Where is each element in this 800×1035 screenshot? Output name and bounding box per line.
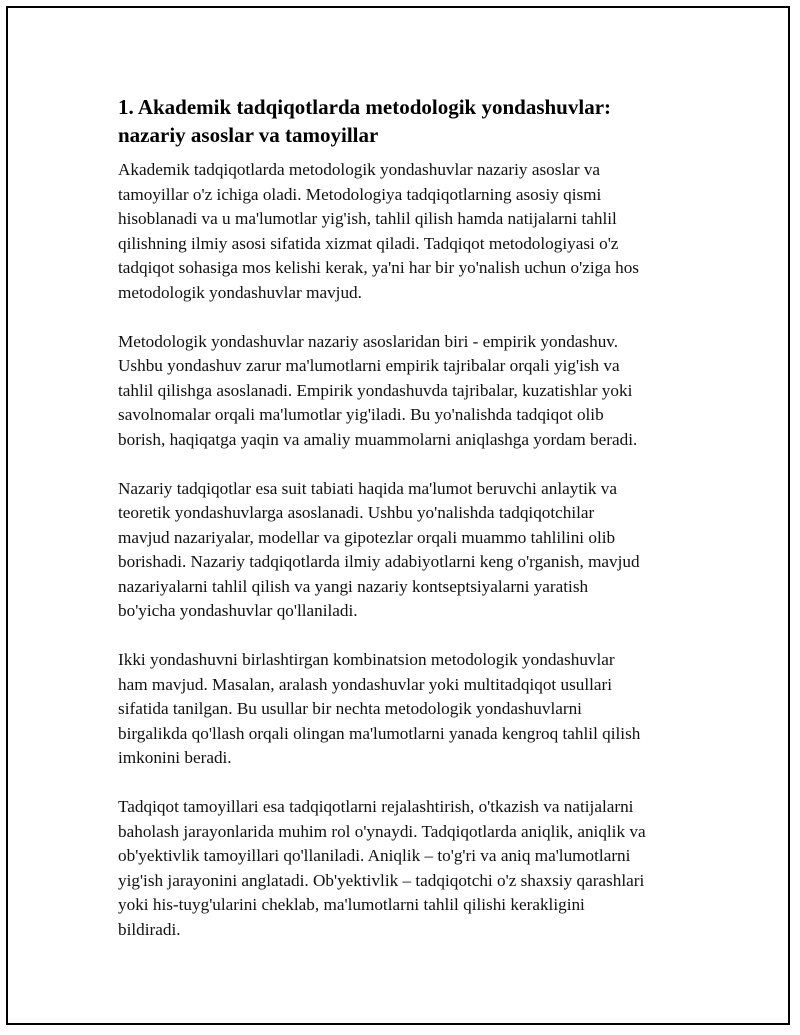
text-line: Nazariy tadqiqotlar esa suit tabiati haqida ma'lumot beruvchi anlaytik va: [118, 478, 617, 498]
text-line: borish, haqiqatga yaqin va amaliy muammolarni aniqlashga yordam beradi.: [118, 429, 638, 449]
text-line: Akademik tadqiqotlarda metodologik yondashuvlar nazariy asoslar va: [118, 160, 601, 179]
text-line: tadqiqot sohasiga mos kelishi kerak, ya'ni har bir yo'nalish uchun o'ziga hos: [118, 258, 639, 277]
text-line: savolnomalar orqali ma'lumotlar yig'iladi. Bu yo'nalishda tadqiqot olib: [118, 405, 604, 424]
paragraph-4: [118, 648, 698, 771]
text-line: sifatida tanilgan. Bu usullar bir nechta metodologik yondashuvlarni: [118, 699, 582, 718]
paragraph-3: [118, 477, 698, 624]
text-line: mavjud nazariyalar, modellar va gipotezlar orqali muammo tahlilini olib: [118, 527, 616, 547]
paragraph-1: [118, 158, 698, 305]
text-line: tahlil qilishga asoslanadi. Empirik yondashuvda tajribalar, kuzatishlar yoki: [118, 380, 633, 400]
text-line: baholash jarayonlarida muhim rol o'ynaydi. Tadqiqotlarda aniqlik, aniqlik va: [118, 821, 646, 841]
text-line: bo'yicha yondashuvlar qo'llaniladi.: [118, 601, 358, 620]
text-line: borishadi. Nazariy tadqiqotlarda ilmiy adabiyotlarni keng o'rganish, mavjud: [118, 552, 640, 571]
text-line: qilishning ilmiy asosi sifatida xizmat qiladi. Tadqiqot metodologiyasi o'z: [118, 233, 619, 253]
text-line: metodologik yondashuvlar mavjud.: [118, 282, 362, 302]
paragraph-5: [118, 795, 698, 942]
text-line: teoretik yondashuvlarga asoslanadi. Ushbu yo'nalishda tadqiqotchilar: [118, 503, 595, 522]
text-line: yoki his-tuyg'ularini cheklab, ma'lumotlarni tahlil qilishi kerakligini: [118, 895, 585, 914]
paragraph-2: [118, 330, 698, 453]
text-line: Ikki yondashuvni birlashtirgan kombinatsion metodologik yondashuvlar: [118, 650, 615, 669]
text-line: Ushbu yondashuv zarur ma'lumotlarni empirik tajribalar orqali yig'ish va: [118, 356, 620, 375]
document-body: [118, 93, 698, 967]
heading-line: 1. Akademik tadqiqotlarda metodologik yondashuvlar:: [118, 95, 612, 119]
text-line: yig'ish jarayonini anglatadi. Ob'yektivlik – tadqiqotchi o'z shaxsiy qarashlari: [118, 870, 645, 890]
text-line: ham mavjud. Masalan, aralash yondashuvlar yoki multitadqiqot usullari: [118, 674, 613, 694]
text-line: imkonini beradi.: [118, 748, 232, 767]
text-line: nazariyalarni tahlil qilish va yangi nazariy kontseptsiyalarni yaratish: [118, 576, 589, 596]
section-heading: [118, 93, 698, 149]
text-line: hisoblanadi va u ma'lumotlar yig'ish, tahlil qilish hamda natijalarni tahlil: [118, 209, 617, 228]
text-line: Metodologik yondashuvlar nazariy asoslaridan biri - empirik yondashuv.: [118, 331, 619, 351]
text-line: bildiradi.: [118, 919, 181, 939]
text-line: Tadqiqot tamoyillari esa tadqiqotlarni rejalashtirish, o'tkazish va natijalarni: [118, 797, 634, 816]
text-line: ob'yektivlik tamoyillari qo'llaniladi. Aniqlik – to'g'ri va aniq ma'lumotlarni: [118, 846, 631, 865]
text-line: birgalikda qo'llash orqali olingan ma'lumotlarni yanada kengroq tahlil qilish: [118, 723, 641, 743]
text-line: tamoyillar o'z ichiga oladi. Metodologiya tadqiqotlarning asosiy qismi: [118, 184, 602, 204]
heading-line: nazariy asoslar va tamoyillar: [118, 123, 379, 147]
